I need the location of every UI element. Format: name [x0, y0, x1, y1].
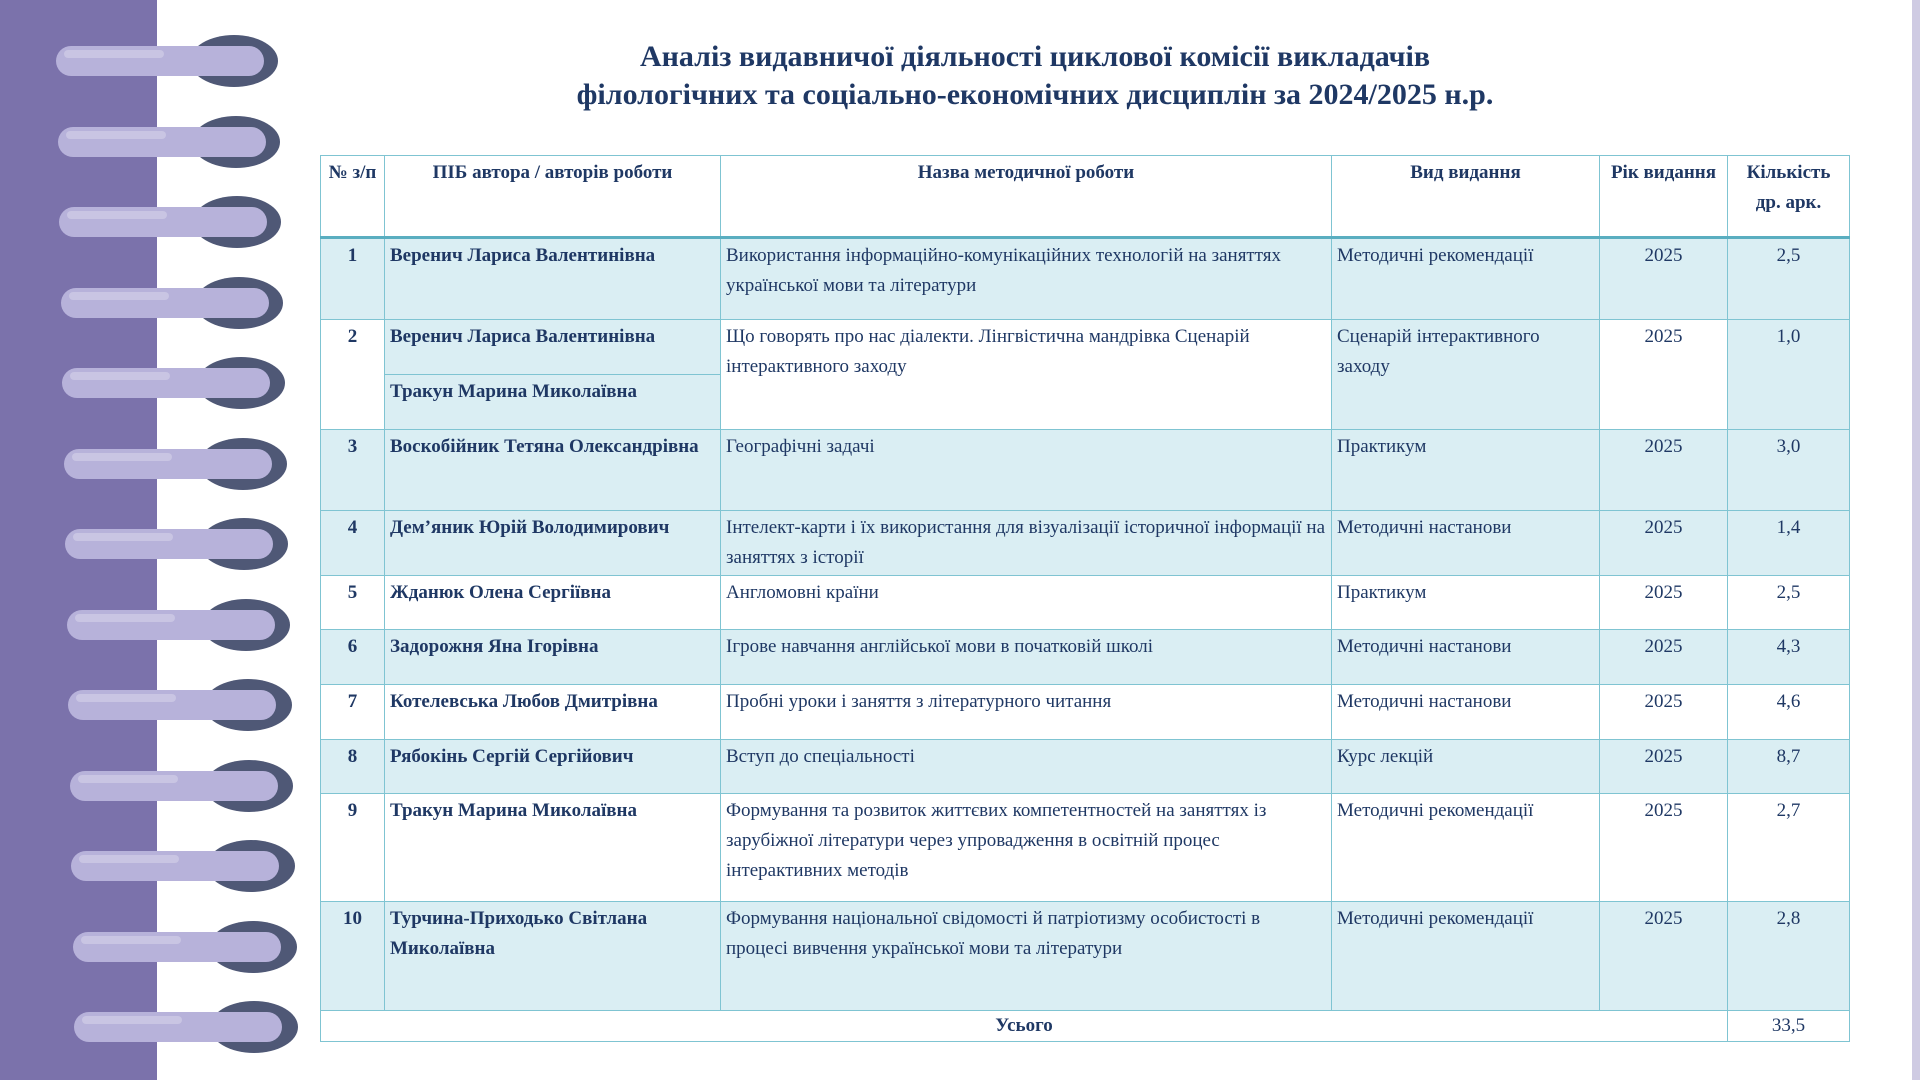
binding-bar — [65, 529, 273, 559]
row-year: 2025 — [1600, 511, 1728, 576]
row-work-name: Англомовні країни — [721, 576, 1332, 630]
binding-bar — [71, 851, 279, 881]
binding-bar — [74, 1012, 282, 1042]
row-sheets: 2,8 — [1728, 902, 1850, 1011]
row-work-name: Використання інформаційно-комунікаційних технологій на заняттях української мови та літератури — [721, 238, 1332, 320]
row-author: Веренич Лариса Валентинівна — [385, 238, 721, 320]
row-author: Дем’яник Юрій Володимирович — [385, 511, 721, 576]
row-num: 3 — [321, 430, 385, 511]
row-type: Методичні рекомендації — [1332, 238, 1600, 320]
binding-bar — [67, 610, 275, 640]
row-author: Тракун Марина Миколаївна — [385, 375, 721, 430]
row-sheets: 2,5 — [1728, 238, 1850, 320]
row-year: 2025 — [1600, 576, 1728, 630]
row-author: Турчина-Приходько Світлана Миколаївна — [385, 902, 721, 1011]
row-year: 2025 — [1600, 740, 1728, 794]
table-row — [321, 320, 1850, 375]
row-num: 5 — [321, 576, 385, 630]
row-type: Методичні рекомендації — [1332, 794, 1600, 902]
binding-bar — [58, 127, 266, 157]
row-num: 1 — [321, 238, 385, 320]
row-sheets: 3,0 — [1728, 430, 1850, 511]
header-type: Вид видання — [1332, 156, 1600, 238]
total-label: Усього — [321, 1011, 1728, 1042]
total-sheets: 33,5 — [1728, 1011, 1850, 1042]
row-author: Воскобійник Тетяна Олександрівна — [385, 430, 721, 511]
row-num: 4 — [321, 511, 385, 576]
row-author: Тракун Марина Миколаївна — [385, 794, 721, 902]
binding-bar — [64, 449, 272, 479]
row-author: Котелевська Любов Дмитрівна — [385, 685, 721, 740]
row-work-name: Що говорять про нас діалекти. Лінгвістична мандрівка Сценарій інтерактивного заходу — [721, 320, 1332, 430]
binding-bar — [73, 932, 281, 962]
publications-table — [320, 155, 1850, 1042]
binding-bar — [56, 46, 264, 76]
row-num: 10 — [321, 902, 385, 1011]
row-author: Задорожня Яна Ігорівна — [385, 630, 721, 685]
row-year: 2025 — [1600, 794, 1728, 902]
row-num: 9 — [321, 794, 385, 902]
row-author: Рябокінь Сергій Сергійович — [385, 740, 721, 794]
row-work-name: Формування та розвиток життєвих компетентностей на заняттях із зарубіжної літератури через упровадження в освітній процес інтерактивних методів — [721, 794, 1332, 902]
row-type: Методичні настанови — [1332, 630, 1600, 685]
row-year: 2025 — [1600, 238, 1728, 320]
row-type: Практикум — [1332, 430, 1600, 511]
row-num: 2 — [321, 320, 385, 430]
row-year: 2025 — [1600, 902, 1728, 1011]
table-row — [321, 576, 1850, 630]
table-header-row — [321, 156, 1850, 238]
row-work-name: Формування національної свідомості й патріотизму особистості в процесі вивчення української мови та літератури — [721, 902, 1332, 1011]
row-sheets: 1,0 — [1728, 320, 1850, 430]
row-year: 2025 — [1600, 685, 1728, 740]
title-line-2: філологічних та соціально-економічних дисциплін за 2024/2025 н.р. — [576, 78, 1494, 111]
page-title — [330, 38, 1740, 114]
row-type: Сценарій інтерактивного заходу — [1332, 320, 1600, 430]
row-type: Практикум — [1332, 576, 1600, 630]
row-year: 2025 — [1600, 430, 1728, 511]
binding-bar — [70, 771, 278, 801]
row-sheets: 4,3 — [1728, 630, 1850, 685]
row-work-name: Пробні уроки і заняття з літературного читання — [721, 685, 1332, 740]
table-row — [321, 630, 1850, 685]
table-row — [321, 685, 1850, 740]
row-num: 6 — [321, 630, 385, 685]
row-year: 2025 — [1600, 320, 1728, 430]
binding-bar — [59, 207, 267, 237]
row-author: Веренич Лариса Валентинівна — [385, 320, 721, 375]
table-row — [321, 902, 1850, 1011]
row-sheets: 2,5 — [1728, 576, 1850, 630]
header-sheets: Кількість др. арк. — [1728, 156, 1850, 238]
binding-bar — [68, 690, 276, 720]
row-type: Методичні настанови — [1332, 511, 1600, 576]
header-author: ПІБ автора / авторів роботи — [385, 156, 721, 238]
binding-bar — [61, 288, 269, 318]
row-num: 7 — [321, 685, 385, 740]
row-work-name: Інтелект-карти і їх використання для візуалізації історичної інформації на заняттях з історії — [721, 511, 1332, 576]
row-work-name: Вступ до спеціальності — [721, 740, 1332, 794]
row-sheets: 2,7 — [1728, 794, 1850, 902]
row-work-name: Ігрове навчання англійської мови в початковій школі — [721, 630, 1332, 685]
header-year: Рік видання — [1600, 156, 1728, 238]
binding-bar — [62, 368, 270, 398]
row-work-name: Географічні задачі — [721, 430, 1332, 511]
table-row — [321, 794, 1850, 902]
header-name: Назва методичної роботи — [721, 156, 1332, 238]
row-sheets: 4,6 — [1728, 685, 1850, 740]
table-row — [321, 238, 1850, 320]
title-line-1: Аналіз видавничої діяльності циклової комісії викладачів — [639, 40, 1431, 73]
row-type: Курс лекцій — [1332, 740, 1600, 794]
row-author: Жданюк Олена Сергіївна — [385, 576, 721, 630]
row-sheets: 8,7 — [1728, 740, 1850, 794]
table-row — [321, 511, 1850, 576]
row-type: Методичні рекомендації — [1332, 902, 1600, 1011]
row-year: 2025 — [1600, 630, 1728, 685]
header-num: № з/п — [321, 156, 385, 238]
row-sheets: 1,4 — [1728, 511, 1850, 576]
table-row — [321, 740, 1850, 794]
table-row — [321, 430, 1850, 511]
row-num: 8 — [321, 740, 385, 794]
right-decorative-band — [1912, 0, 1920, 1080]
row-type: Методичні настанови — [1332, 685, 1600, 740]
total-row — [321, 1011, 1850, 1042]
